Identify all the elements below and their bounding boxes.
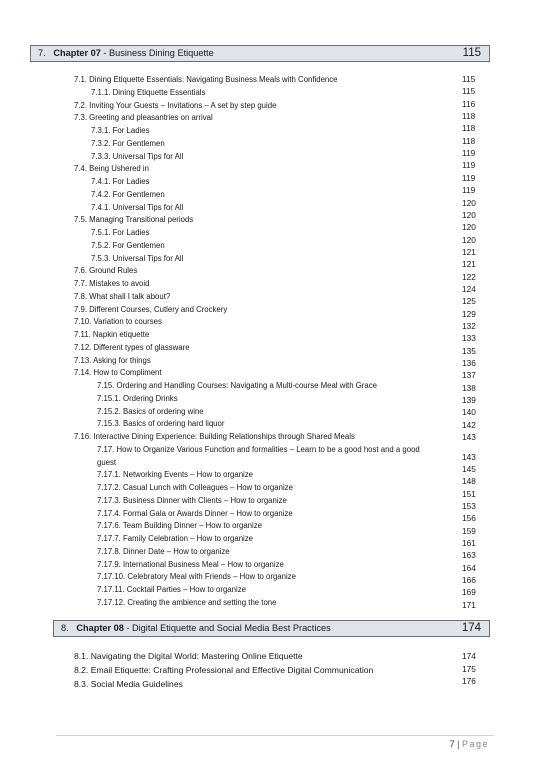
toc-page-number: 124 [462,283,476,294]
toc-page-number: 171 [462,599,476,610]
toc-page-number: 163 [462,550,476,561]
toc-page-number: 133 [462,333,476,344]
footer-separator: | [457,739,460,749]
footer-divider [56,735,494,736]
toc-entry[interactable]: 7.12. Different types of glassware [74,342,190,352]
toc-page-number: 142 [462,419,476,430]
toc-entry[interactable]: 7.17.11. Cocktail Parties – How to organize [97,585,246,594]
toc-entry[interactable]: 7.5. Managing Transitional periods [74,215,194,225]
toc-page-number: 119 [462,160,476,171]
chapter-8-title: 8. Chapter 08 - Digital Etiquette and Social Media Best Practices [61,623,331,633]
toc-page-number: 121 [462,246,476,257]
footer-page-number: 7 [449,739,455,749]
toc-entry[interactable]: 7.17.7. Family Celebration – How to organize [97,534,254,543]
toc-entry[interactable]: 7.17.1. Networking Events – How to organize [97,470,254,480]
toc-entry[interactable]: 7.2. Inviting Your Guests – Invitations – A set by step guide [74,100,277,110]
toc-page-number: 118 [462,111,476,122]
toc-entry[interactable]: 8.1. Navigating the Digital World: Mastering Online Etiquette [74,651,303,661]
toc-entry[interactable]: 7.17.8. Dinner Date – How to organize [97,546,230,556]
toc-page-number: 120 [462,209,476,220]
chapter-8-header[interactable] [53,620,490,637]
toc-entry[interactable]: 7.4. Being Ushered in [74,164,149,174]
chapter-8-page: 174 [461,622,481,634]
toc-page-number: 176 [462,676,476,686]
toc-entry[interactable]: 7.15.3. Basics of ordering hard liquor [97,419,225,429]
toc-entry[interactable]: 7.17.9. International Business Meal – How to organize [97,559,284,569]
toc-page-number: 153 [462,500,476,511]
toc-entry[interactable]: 7.4.2. For Gentlemen [91,189,165,199]
toc-entry[interactable]: 7.17.10. Celebratory Meal with Friends – How to organize [97,572,296,582]
toc-page-number: 119 [462,172,476,183]
footer-page-word: Page [461,739,489,749]
toc-page-number: 120 [462,197,476,208]
toc-entry[interactable]: 7.1.1. Dining Etiquette Essentials [91,87,206,97]
toc-page-number: 118 [462,123,476,134]
toc-entry[interactable]: 7.13. Asking for things [74,355,151,365]
toc-page-number: 156 [462,513,476,524]
toc-page-number: 148 [462,476,476,487]
toc-page-number: 151 [462,488,476,499]
toc-page-number: 140 [462,407,476,418]
toc-page-number: 129 [462,308,476,319]
toc-page-number: 122 [462,271,476,282]
toc-entry[interactable]: 8.2. Email Etiquette: Crafting Professional and Effective Digital Communication [74,665,374,675]
toc-page-number: 115 [462,74,476,84]
toc-entry[interactable]: 7.6. Ground Rules [74,266,138,276]
chapter-7-page: 115 [462,47,481,59]
page-footer [450,739,489,749]
toc-entry[interactable]: 7.9. Different Courses, Cutlery and Crockery [74,304,228,314]
toc-page-number: 118 [462,135,476,146]
toc-entry[interactable]: 7.15.2. Basics of ordering wine [97,406,204,416]
toc-page-number: 120 [462,234,476,245]
toc-page-number: 161 [462,537,476,548]
toc-entry[interactable]: 7.5.1. For Ladies [91,228,150,237]
toc-entry[interactable]: 7.17. How to Organize Various Function and formalities – Learn to be a good host and a good [97,444,420,454]
toc-entry[interactable]: 7.11. Napkin etiquette [74,330,150,339]
toc-page-number: 159 [462,525,476,536]
toc-entry[interactable]: 7.3. Greeting and pleasantries on arrival [74,113,213,123]
toc-page-number: 166 [462,575,476,585]
toc-entry[interactable]: 7.7. Mistakes to avoid [74,279,150,288]
toc-entry[interactable]: 7.17.6. Team Building Dinner – How to organize [97,521,262,531]
toc-page-number: 119 [462,148,476,159]
toc-page-number: 121 [462,259,476,270]
toc-entry[interactable]: 7.3.3. Universal Tips for All [91,151,184,161]
toc-page-number: 143 [462,451,476,462]
toc-page-number: 135 [462,345,476,356]
toc-entry[interactable]: 7.4.1. For Ladies [91,177,150,186]
toc-entry[interactable]: 7.17.12. Creating the ambience and setting the tone [97,597,277,607]
toc-page-number: 132 [462,321,476,331]
toc-entry[interactable]: 7.14. How to Compliment [74,368,162,378]
toc-page-number: 120 [462,222,476,233]
toc-entry[interactable]: 8.3. Social Media Guidelines [74,679,183,689]
toc-page-number: 125 [462,296,476,307]
toc-page-number: 115 [462,86,476,97]
toc-entry[interactable]: 7.17.3. Business Dinner with Clients – How to organize [97,495,287,505]
toc-entry[interactable]: 7.3.2. For Gentlemen [91,138,165,148]
toc-page-number: 143 [462,432,476,443]
chapter-7-title: 7. Chapter 07 - Business Dining Etiquette [38,48,214,58]
toc-page-number: 164 [462,562,476,573]
toc-page-number: 119 [462,185,476,196]
toc-page-number: 116 [462,98,476,109]
toc-entry[interactable]: 7.5.3. Universal Tips for All [91,253,184,263]
toc-entry[interactable]: 7.17.2. Casual Lunch with Colleagues – How to organize [97,483,293,492]
toc-page-number: 169 [462,587,476,598]
toc-entry[interactable]: 7.15.1. Ordering Drinks [97,393,178,403]
toc-page-number: 145 [462,463,476,474]
toc-entry[interactable]: 7.1. Dining Etiquette Essentials: Navigating Business Meals with Confidence [74,75,338,84]
toc-entry[interactable]: guest [97,457,117,467]
toc-entry[interactable]: 7.3.1. For Ladies [91,126,150,135]
toc-entry[interactable]: 7.8. What shall I talk about? [74,291,171,301]
toc-entry[interactable]: 7.16. Interactive Dining Experience: Building Relationships through Shared Meals [74,432,355,441]
toc-page-number: 174 [462,651,476,661]
chapter-7-header[interactable] [30,45,490,62]
toc-entry[interactable]: 7.4.1. Universal Tips for All [91,202,184,212]
toc-entry[interactable]: 7.5.2. For Gentlemen [91,240,165,250]
toc-page-number: 137 [462,370,476,381]
toc-entry[interactable]: 7.10. Variation to courses [74,317,162,327]
toc-entry[interactable]: 7.15. Ordering and Handling Courses: Navigating a Multi-course Meal with Grace [97,381,377,390]
toc-page-number: 136 [462,358,476,369]
toc-page-number: 139 [462,395,476,406]
toc-page-number: 138 [462,382,476,393]
toc-entry[interactable]: 7.17.4. Formal Gala or Awards Dinner – How to organize [97,508,293,518]
toc-page-number: 175 [462,663,476,674]
